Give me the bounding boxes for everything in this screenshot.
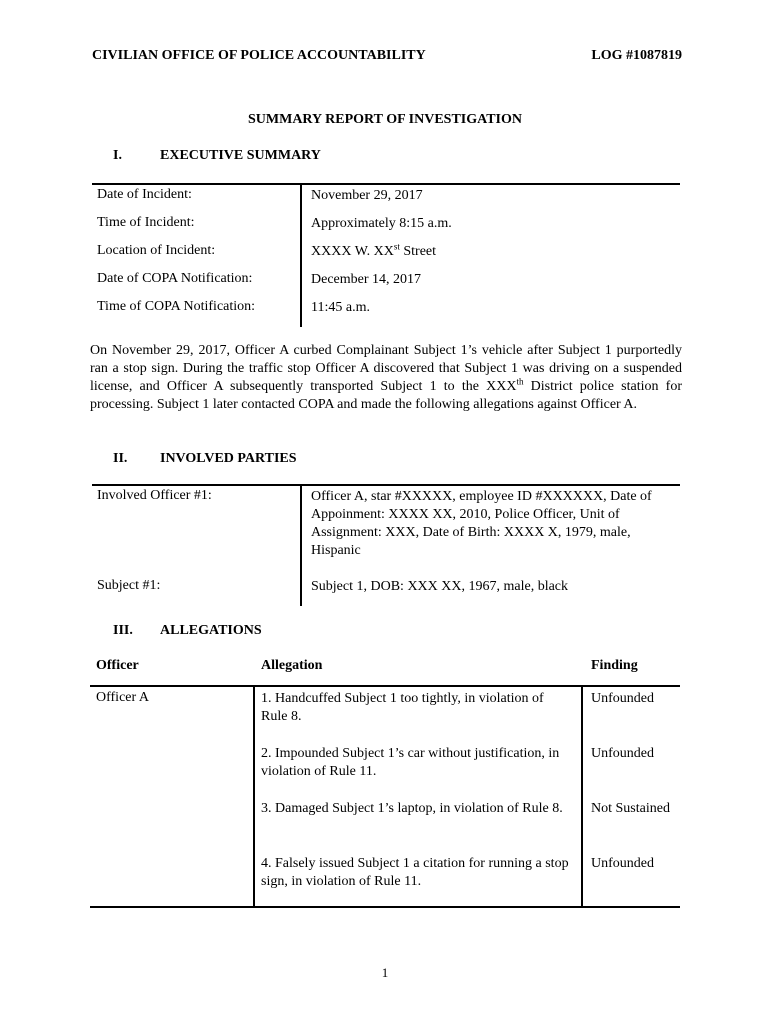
column-header-finding: Finding [591, 658, 638, 673]
allegation-cell: 4. Falsely issued Subject 1 a citation for running a stop sign, in violation of Rule 11. [255, 852, 583, 906]
section-title-allegations: ALLEGATIONS [160, 623, 262, 638]
allegation-cell: 3. Damaged Subject 1’s laptop, in violation of Rule 8. [255, 797, 583, 852]
copa-notification-time-label: Time of COPA Notification: [92, 297, 302, 327]
finding-cell: Not Sustained [591, 801, 670, 816]
copa-notification-time-value: 11:45 a.m. [311, 300, 370, 315]
paragraph-text: On November 29, 2017, Officer A curbed Complainant Subject 1’s vehicle after Subject 1 purportedly ran a stop sign. During the traffic stop Officer A discovered that Subject 1 was driving on a suspended license, and Officer A subsequently transported Subject 1 to the XXX [90, 343, 682, 394]
log-number: LOG #1087819 [591, 48, 682, 63]
officer-cell [90, 852, 255, 906]
subject-label: Subject #1: [92, 576, 302, 606]
table-row [92, 297, 680, 327]
allegation-cell: 2. Impounded Subject 1’s car without justification, in violation of Rule 11. [255, 742, 583, 797]
table-row [92, 185, 680, 213]
table-row [90, 797, 680, 852]
table-row [90, 852, 680, 906]
report-title: SUMMARY REPORT OF INVESTIGATION [248, 112, 522, 127]
location-of-incident-value [302, 241, 680, 269]
table-row [92, 213, 680, 241]
table-row [92, 486, 680, 576]
officer-cell: Officer A [90, 687, 255, 742]
subject-value: Subject 1, DOB: XXX XX, 1967, male, black [311, 579, 569, 594]
table-row [92, 241, 680, 269]
location-of-incident-label: Location of Incident: [92, 241, 302, 269]
section-title-executive-summary: EXECUTIVE SUMMARY [160, 148, 321, 163]
involved-parties-table [92, 484, 680, 606]
time-of-incident-label: Time of Incident: [92, 213, 302, 241]
involved-officer-value: Officer A, star #XXXXX, employee ID #XXXXXX, Date of Appoinment: XXXX XX, 2010, Police Officer, Unit of Assignment: XXX, Date of Birth: XXXX X, 1979, male, Hispanic [311, 489, 652, 558]
section-title-involved-parties: INVOLVED PARTIES [160, 451, 297, 466]
table-row [92, 576, 680, 606]
section-number-3: III. [113, 623, 133, 638]
copa-notification-date-label: Date of COPA Notification: [92, 269, 302, 297]
table-row [90, 687, 680, 742]
section-number-2: II. [113, 451, 128, 466]
officer-cell [90, 797, 255, 852]
column-header-allegation: Allegation [261, 658, 323, 673]
location-text-suffix: Street [399, 244, 437, 259]
date-of-incident-value: November 29, 2017 [311, 188, 423, 203]
involved-officer-label: Involved Officer #1: [92, 486, 302, 576]
officer-cell [90, 742, 255, 797]
column-header-officer: Officer [96, 658, 139, 673]
finding-cell: Unfounded [591, 691, 654, 706]
page-number: 1 [381, 965, 389, 980]
finding-cell: Unfounded [591, 856, 654, 871]
executive-summary-table [92, 183, 680, 327]
office-name: CIVILIAN OFFICE OF POLICE ACCOUNTABILITY [92, 48, 426, 63]
location-superscript: st [393, 241, 400, 252]
table-row [92, 269, 680, 297]
executive-summary-paragraph [90, 342, 682, 414]
time-of-incident-value: Approximately 8:15 a.m. [311, 216, 452, 231]
location-text: XXXX W. XX [311, 244, 394, 259]
table-row [90, 742, 680, 797]
date-of-incident-label: Date of Incident: [92, 185, 302, 213]
paragraph-text-suffix: District police station for processing. Subject 1 later contacted COPA and made the following allegations against Officer A. [90, 379, 682, 412]
finding-cell: Unfounded [591, 746, 654, 761]
allegations-table [90, 685, 680, 908]
section-number-1: I. [113, 148, 122, 163]
allegation-cell: 1. Handcuffed Subject 1 too tightly, in violation of Rule 8. [255, 687, 583, 742]
copa-notification-date-value: December 14, 2017 [311, 272, 422, 287]
paragraph-superscript: th [516, 376, 524, 387]
